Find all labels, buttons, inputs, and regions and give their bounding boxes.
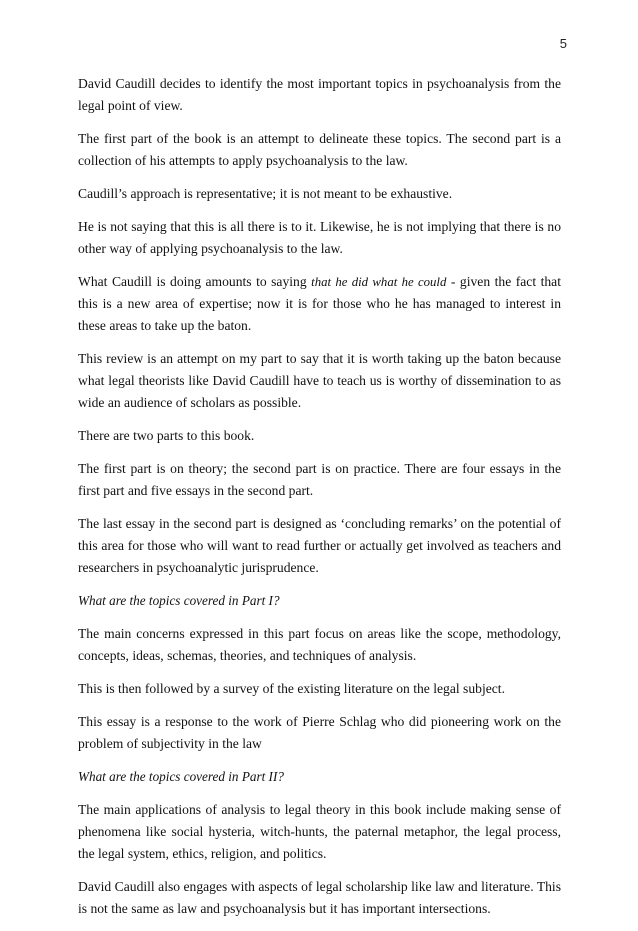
- section-heading-part-2: What are the topics covered in Part II?: [78, 769, 284, 784]
- paragraph: David Caudill decides to identify the most important topics in psychoanalysis from the legal point of view.: [78, 76, 561, 113]
- paragraph: David Caudill also engages with aspects of legal scholarship like law and literature. This is not the same as law and psychoanalysis but it has important intersections.: [78, 879, 561, 916]
- emphasis-text: that he did what he could: [311, 275, 447, 289]
- paragraph: This essay is a response to the work of Pierre Schlag who did pioneering work on the problem of subjectivity in the law: [78, 714, 561, 751]
- section-heading-part-1: What are the topics covered in Part I?: [78, 593, 280, 608]
- paragraph: The main concerns expressed in this part focus on areas like the scope, methodology, concepts, ideas, schemas, theories, and techniques of analysis.: [78, 626, 561, 663]
- page-number: 5: [559, 36, 567, 51]
- paragraph: Caudill’s approach is representative; it is not meant to be exhaustive.: [78, 186, 453, 201]
- paragraph-with-emphasis: [78, 271, 561, 337]
- paragraph: He is not saying that this is all there is to it. Likewise, he is not implying that there is no other way of applying psychoanalysis to the law.: [78, 219, 561, 256]
- document-body: [78, 73, 561, 931]
- paragraph: The last essay in the second part is designed as ‘concluding remarks’ on the potential of this area for those who will want to read further or actually get involved as teachers and researchers in psychoanalytic jurisprudence.: [78, 516, 561, 575]
- paragraph: The main applications of analysis to legal theory in this book include making sense of phenomena like social hysteria, witch-hunts, the paternal metaphor, the legal process, the legal system, ethics, religion, and politics.: [78, 802, 561, 861]
- text-run: - given the fact that this is a new area of expertise; now it is for those who he has managed to interest in these areas to take up the baton.: [78, 274, 561, 333]
- paragraph: This review is an attempt on my part to say that it is worth taking up the baton because what legal theorists like David Caudill have to teach us is worthy of dissemination to as wide an audience of scholars as possible.: [78, 351, 561, 410]
- paragraph: This is then followed by a survey of the existing literature on the legal subject.: [78, 681, 505, 696]
- text-run: What Caudill is doing amounts to saying: [78, 274, 312, 289]
- paragraph: There are two parts to this book.: [78, 428, 255, 443]
- paragraph: The first part of the book is an attempt to delineate these topics. The second part is a collection of his attempts to apply psychoanalysis to the law.: [78, 131, 561, 168]
- paragraph: The first part is on theory; the second part is on practice. There are four essays in the first part and five essays in the second part.: [78, 461, 561, 498]
